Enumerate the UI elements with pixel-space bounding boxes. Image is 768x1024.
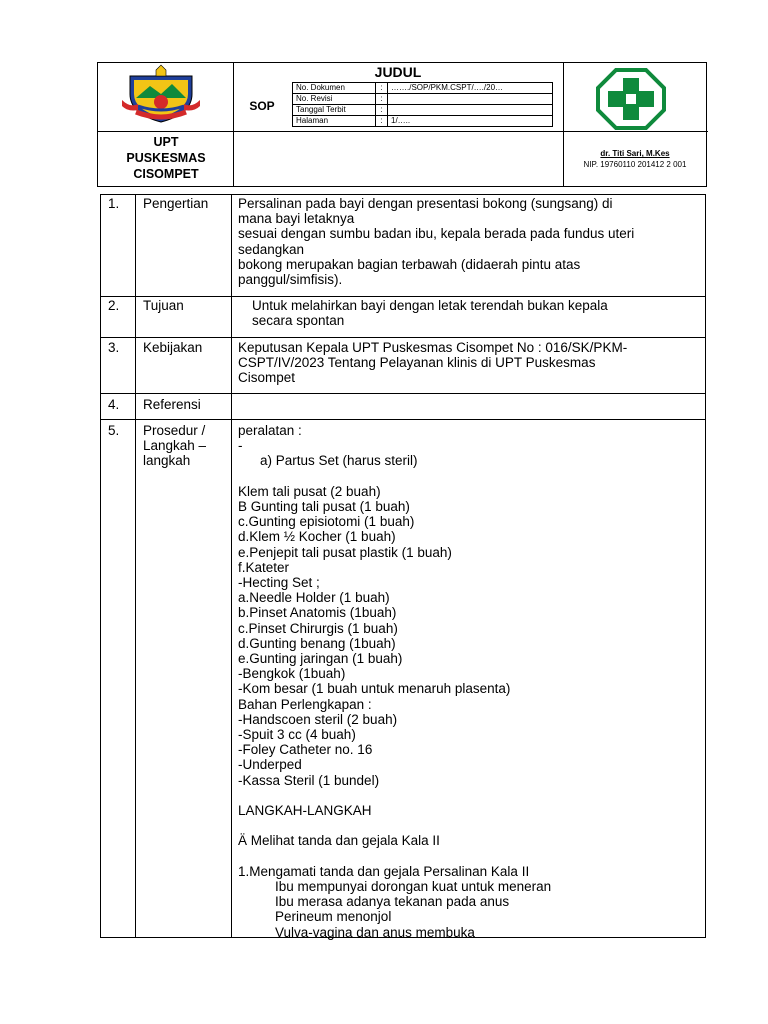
regency-crest-icon <box>120 64 202 124</box>
text-line: sedangkan <box>238 241 305 257</box>
signature-block <box>563 148 707 170</box>
row-label-prosedur <box>143 423 231 469</box>
text-line: a) Partus Set (harus steril) <box>260 453 418 469</box>
row-number: 1. <box>108 196 120 211</box>
list-item: d.Klem ½ Kocher (1 buah) <box>238 529 396 545</box>
meta-key: No. Dokumen <box>293 83 376 94</box>
row-text-prosedur <box>238 423 700 940</box>
meta-separator: : <box>376 83 388 94</box>
text-line: panggul/simfisis). <box>238 272 343 288</box>
meta-separator: : <box>376 94 388 105</box>
list-item: -Spuit 3 cc (4 buah) <box>238 727 356 743</box>
text-line: CSPT/IV/2023 Tentang Pelayanan klinis di UPT Puskesmas <box>238 355 596 371</box>
list-item: -Hecting Set ; <box>238 575 320 591</box>
meta-value <box>388 94 553 105</box>
text-line: sesuai dengan sumbu badan ibu, kepala berada pada fundus uteri <box>238 226 635 242</box>
list-item: -Kassa Steril (1 bundel) <box>238 772 380 788</box>
org-line-3: CISOMPET <box>133 167 199 181</box>
list-item: a.Needle Holder (1 buah) <box>238 590 390 606</box>
list-item: Vulva-vagina dan anus membuka <box>275 924 475 940</box>
meta-key: Halaman <box>293 116 376 127</box>
sop-content-table <box>100 194 706 938</box>
meta-value: 1/….. <box>388 116 553 127</box>
label-line: Prosedur / <box>143 423 206 438</box>
meta-separator: : <box>376 105 388 116</box>
signer-name: dr. Titi Sari, M.Kes <box>600 149 670 158</box>
list-item: -Foley Catheter no. 16 <box>238 742 373 758</box>
text-line: Cisompet <box>238 370 296 386</box>
document-meta-table <box>292 82 553 127</box>
list-item: -Kom besar (1 buah untuk menaruh plasenta) <box>238 681 511 697</box>
puskesmas-logo-icon <box>596 68 666 130</box>
meta-separator: : <box>376 116 388 127</box>
document-type: SOP <box>249 99 275 113</box>
row-number: 2. <box>108 298 120 313</box>
list-item: e.Penjepit tali pusat plastik (1 buah) <box>238 544 452 560</box>
row-number: 5. <box>108 423 120 438</box>
text-line: Ä Melihat tanda dan gejala Kala II <box>238 833 440 849</box>
text-line: Keputusan Kepala UPT Puskesmas Cisompet No : 016/SK/PKM- <box>238 340 628 355</box>
meta-row <box>293 116 553 127</box>
org-line-2: PUSKESMAS <box>126 151 206 165</box>
meta-row <box>293 105 553 116</box>
list-item: b.Pinset Anatomis (1buah) <box>238 605 397 621</box>
list-item: d.Gunting benang (1buah) <box>238 635 396 651</box>
row-number: 4. <box>108 397 120 412</box>
row-text-pengertian <box>238 196 700 287</box>
meta-value <box>388 105 553 116</box>
steps-title: LANGKAH-LANGKAH <box>238 803 372 819</box>
meta-value: ……./SOP/PKM.CSPT/…./20… <box>388 83 553 94</box>
list-item: c.Pinset Chirurgis (1 buah) <box>238 620 398 636</box>
signs-list <box>238 879 700 940</box>
organization-name <box>99 134 233 182</box>
list-item: Klem tali pusat (2 buah) <box>238 483 381 499</box>
row-text-kebijakan <box>238 340 700 386</box>
text-line: peralatan : <box>238 423 302 438</box>
label-line: langkah <box>143 453 191 469</box>
list-item: B Gunting tali pusat (1 buah) <box>238 499 410 514</box>
text-line: - <box>238 438 243 454</box>
document-title: JUDUL <box>374 64 422 80</box>
list-item: Perineum menonjol <box>275 909 392 925</box>
list-item: Ibu merasa adanya tekanan pada anus <box>275 894 510 910</box>
list-item: -Handscoen steril (2 buah) <box>238 711 398 727</box>
text-line: secara spontan <box>252 313 345 329</box>
text-line: mana bayi letaknya <box>238 211 355 227</box>
signer-nip: NIP. 19760110 201412 2 001 <box>583 160 687 169</box>
list-item: -Bengkok (1buah) <box>238 666 346 682</box>
text-line: 1.Mengamati tanda dan gejala Persalinan Kala II <box>238 863 530 879</box>
meta-row <box>293 94 553 105</box>
list-item: Bahan Perlengkapan : <box>238 696 372 712</box>
list-item: f.Kateter <box>238 559 290 575</box>
row-number: 3. <box>108 340 120 355</box>
list-item: e.Gunting jaringan (1 buah) <box>238 651 403 667</box>
label-line: Langkah – <box>143 438 207 454</box>
text-line: bokong merupakan bagian terbawah (didaerah pintu atas <box>238 256 581 272</box>
meta-row <box>293 83 553 94</box>
list-item: c.Gunting episiotomi (1 buah) <box>238 514 415 530</box>
list-item: Ibu mempunyai dorongan kuat untuk meneran <box>275 879 552 895</box>
org-line-1: UPT <box>153 135 179 149</box>
equipment-list <box>238 484 700 788</box>
row-label-pengertian: Pengertian <box>143 196 209 211</box>
list-item: -Underped <box>238 757 302 773</box>
meta-key: No. Revisi <box>293 94 376 105</box>
row-label-kebijakan: Kebijakan <box>143 340 203 355</box>
text-line: Untuk melahirkan bayi dengan letak terendah bukan kepala <box>252 298 608 313</box>
text-line: Persalinan pada bayi dengan presentasi bokong (sungsang) di <box>238 196 613 211</box>
meta-key: Tanggal Terbit <box>293 105 376 116</box>
row-label-referensi: Referensi <box>143 397 201 412</box>
row-text-tujuan <box>238 298 714 328</box>
row-label-tujuan: Tujuan <box>143 298 184 313</box>
